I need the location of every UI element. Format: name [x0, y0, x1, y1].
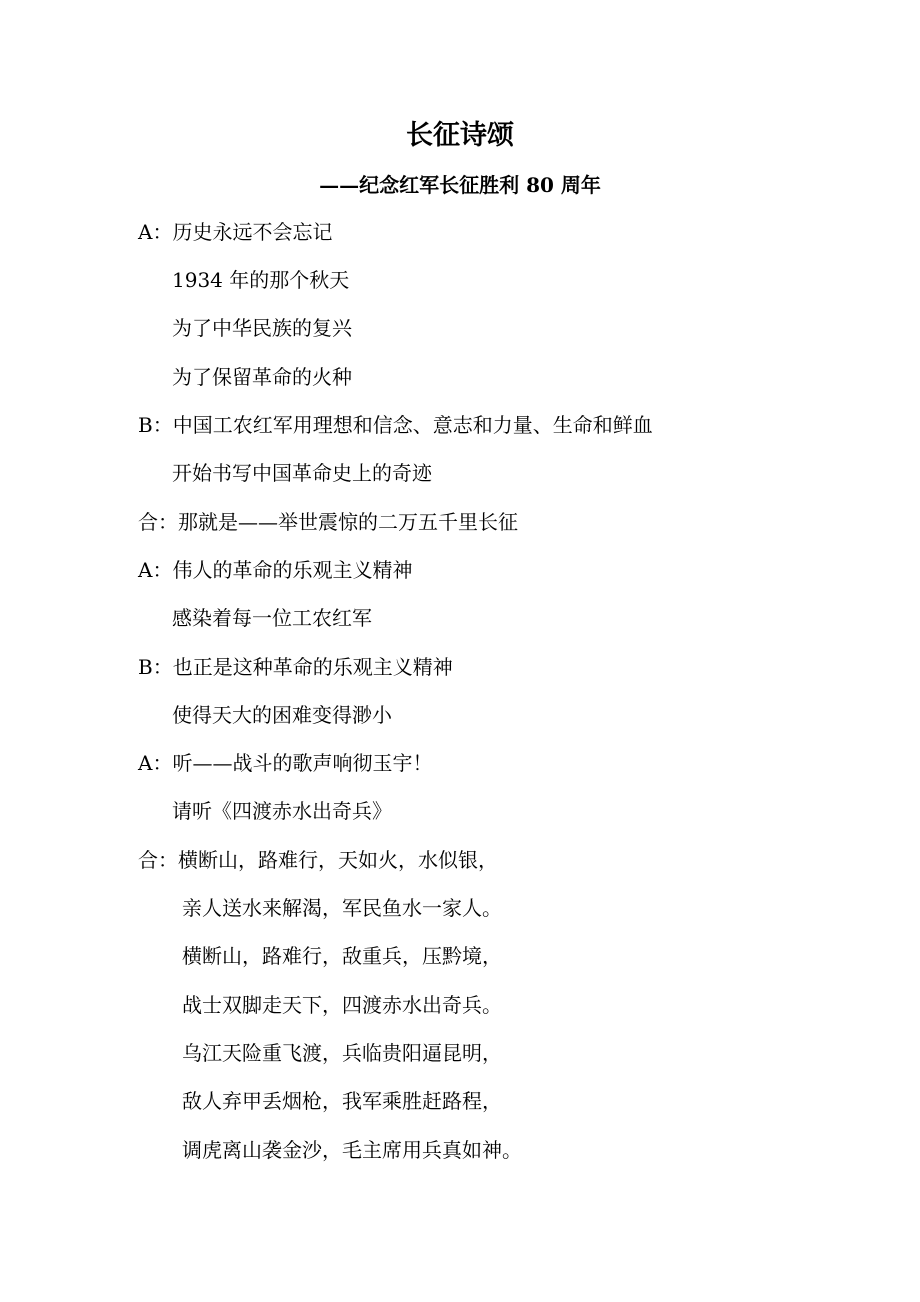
- poem-line: 敌人弃甲丢烟枪，我军乘胜赶路程，: [182, 1089, 502, 1113]
- poem-line: 亲人送水来解渴，军民鱼水一家人。: [182, 896, 502, 920]
- poem-line: 合：那就是——举世震惊的二万五千里长征: [138, 510, 518, 534]
- poem-line: 乌江天险重飞渡，兵临贵阳逼昆明，: [182, 1041, 502, 1065]
- poem-line: 为了保留革命的火种: [172, 365, 352, 389]
- poem-line: 战士双脚走天下，四渡赤水出奇兵。: [182, 993, 502, 1017]
- poem-line: A：听——战斗的歌声响彻玉宇！: [138, 751, 433, 775]
- poem-line: 1934 年的那个秋天: [172, 268, 350, 292]
- poem-line: 请听《四渡赤水出奇兵》: [172, 799, 392, 823]
- document-title: 长征诗颂: [406, 120, 514, 151]
- poem-line: 调虎离山袭金沙，毛主席用兵真如神。: [182, 1138, 522, 1162]
- poem-line: B：中国工农红军用理想和信念、意志和力量、生命和鲜血: [138, 413, 653, 437]
- poem-line: B：也正是这种革命的乐观主义精神: [138, 655, 453, 679]
- poem-line: 开始书写中国革命史上的奇迹: [172, 461, 432, 485]
- poem-line: A：伟人的革命的乐观主义精神: [138, 558, 413, 582]
- poem-line: 使得天大的困难变得渺小: [172, 703, 392, 727]
- poem-line: 横断山，路难行，敌重兵，压黔境，: [182, 944, 502, 968]
- poem-line: 感染着每一位工农红军: [172, 606, 372, 630]
- poem-line: 合：横断山，路难行，天如火，水似银，: [138, 848, 498, 872]
- poem-line: A：历史永远不会忘记: [138, 220, 333, 244]
- document-subtitle: ——纪念红军长征胜利 80 周年: [319, 173, 601, 197]
- poem-line: 为了中华民族的复兴: [172, 316, 352, 340]
